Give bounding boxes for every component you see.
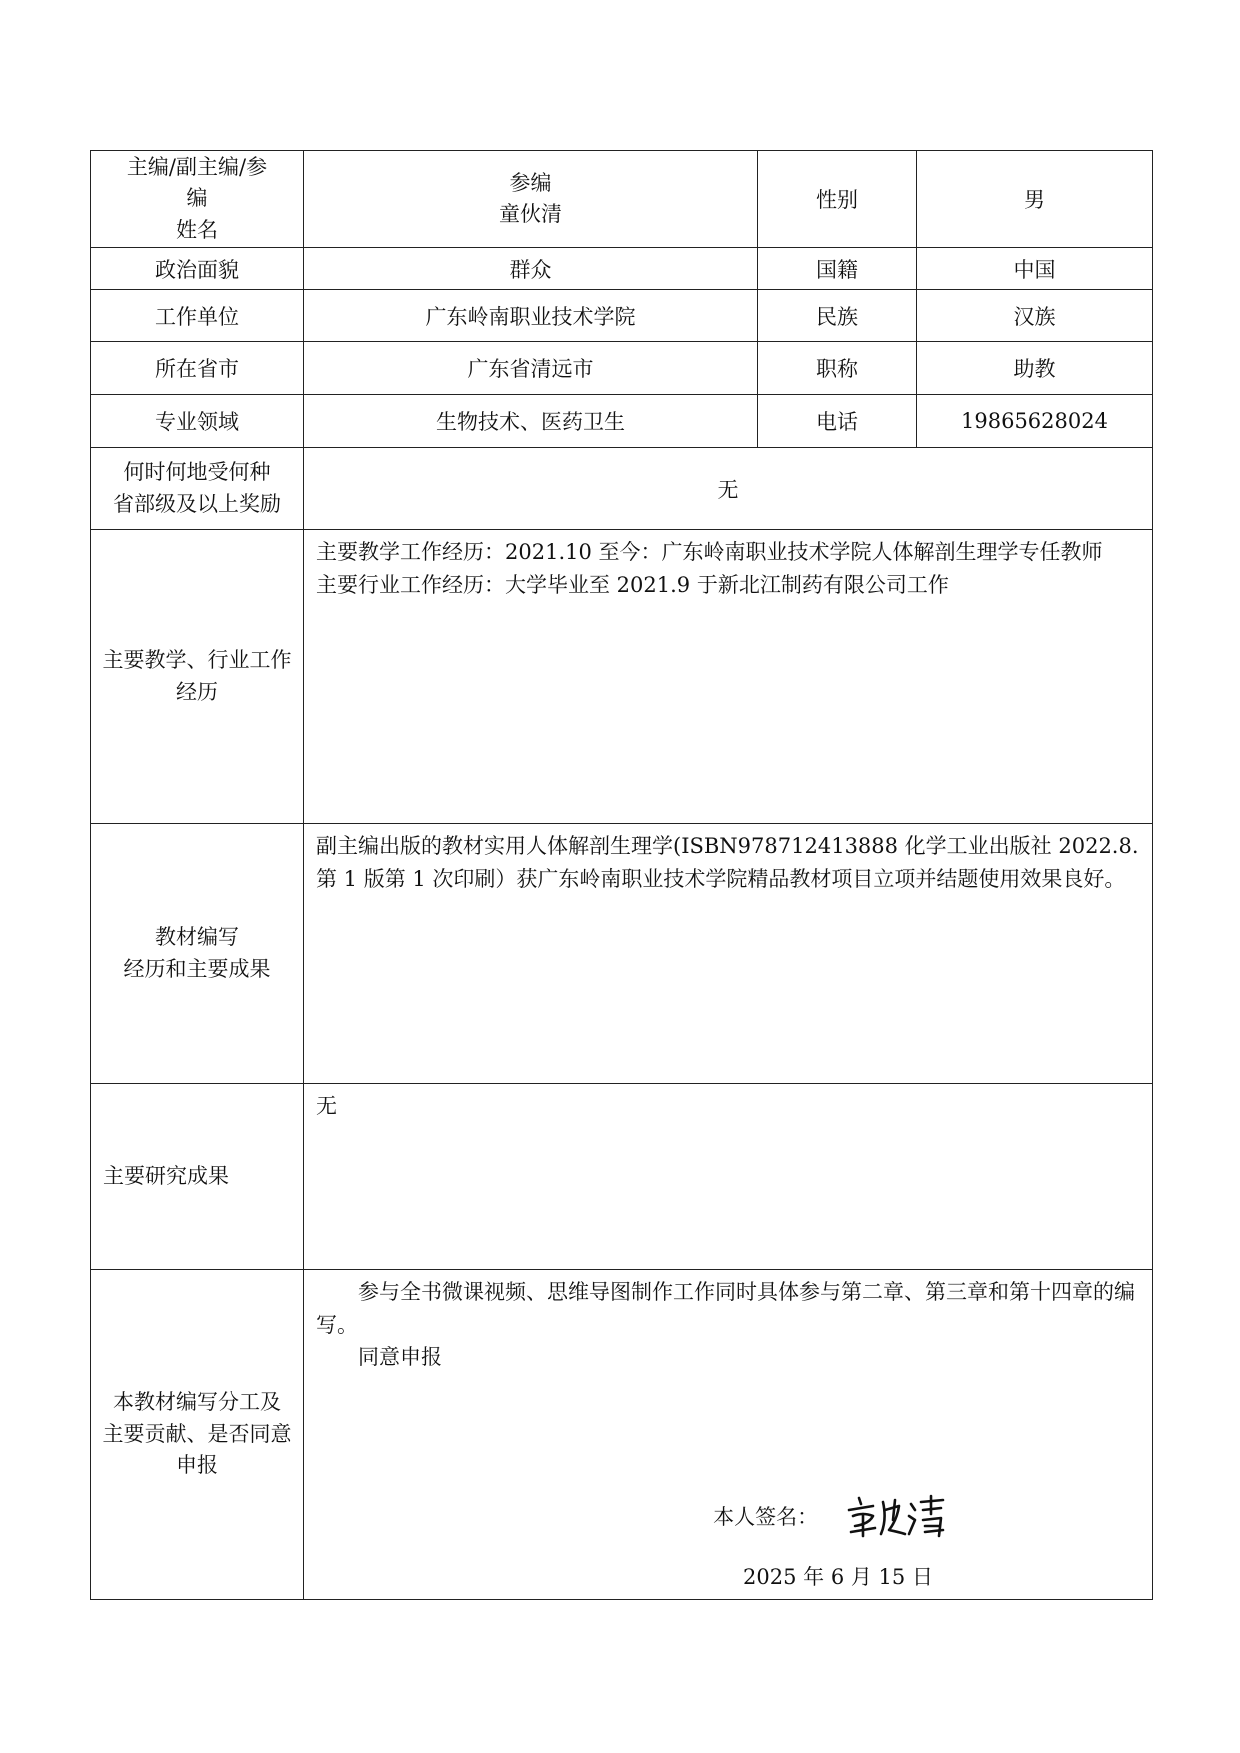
teaching-experience: 主要教学工作经历：2021.10 至今：广东岭南职业技术学院人体解剖生理学专任教师: [316, 540, 1103, 564]
name-value: 童伙清: [499, 202, 562, 226]
signature-line: [304, 1490, 1152, 1547]
contribution-value-cell: [304, 1270, 1153, 1600]
textbook-label-cell: [91, 824, 304, 1084]
nationality-value: 中国: [917, 248, 1153, 290]
ethnicity-value: 汉族: [917, 290, 1153, 342]
row-field: [91, 395, 1153, 448]
employer-value: 广东岭南职业技术学院: [304, 290, 758, 342]
name-label-cell: [91, 151, 304, 248]
research-label: 主要研究成果: [91, 1084, 304, 1270]
politics-label: 政治面貌: [91, 248, 304, 290]
role-value: 参编: [509, 170, 552, 195]
experience-label-line-1: 主要教学、行业工作: [102, 648, 292, 672]
nationality-label: 国籍: [758, 248, 917, 290]
row-employer: [91, 290, 1153, 342]
agree-statement: 同意申报: [358, 1345, 442, 1370]
experience-value-cell: [304, 530, 1153, 824]
signature-label: 本人签名：: [713, 1505, 819, 1529]
textbook-label-line-2: 经历和主要成果: [123, 956, 271, 981]
row-location: [91, 342, 1153, 395]
field-value: 生物技术、医药卫生: [304, 395, 758, 448]
row-contribution: [91, 1270, 1153, 1600]
phone-label: 电话: [758, 395, 917, 448]
textbook-achievement: 副主编出版的教材实用人体解剖生理学(ISBN978712413888 化学工业出版社 2022.8.第 1 版第 1 次印刷）获广东岭南职业技术学院精品教材项目立项并结题使用效果良好。: [316, 834, 1139, 891]
row-awards: [91, 448, 1153, 530]
name-value-cell: [304, 151, 758, 248]
textbook-label-line-1: 教材编写: [155, 925, 239, 949]
research-value: 无: [316, 1094, 337, 1118]
row-experience: [91, 530, 1153, 824]
location-value: 广东省清远市: [304, 342, 758, 395]
title-value: 助教: [917, 342, 1153, 395]
application-form-table: [90, 150, 1153, 1600]
field-label: 专业领域: [91, 395, 304, 448]
experience-label-line-2: 经历: [176, 679, 218, 704]
contribution-content: [304, 1270, 1152, 1599]
politics-value: 群众: [304, 248, 758, 290]
gender-label: 性别: [758, 151, 917, 248]
textbook-value-cell: [304, 824, 1153, 1084]
contribution-label-cell: [91, 1270, 304, 1600]
location-label: 所在省市: [91, 342, 304, 395]
ethnicity-label: 民族: [758, 290, 917, 342]
contribution-label-line-3: 申报: [176, 1453, 218, 1478]
contribution-label-line-1: 本教材编写分工及: [113, 1390, 281, 1415]
row-politics: [91, 248, 1153, 290]
awards-value: 无: [304, 448, 1153, 530]
name-label-line-2: 编: [186, 186, 208, 211]
contribution-label-line-2: 主要贡献、是否同意: [102, 1421, 292, 1446]
awards-label-line-2: 省部级及以上奖励: [113, 491, 281, 516]
handwritten-signature: [843, 1490, 953, 1547]
row-textbook: [91, 824, 1153, 1084]
signature-date: 2025 年 6 月 15 日: [743, 1565, 933, 1589]
awards-label-line-1: 何时何地受何种: [123, 460, 271, 484]
contribution-duty: 参与全书微课视频、思维导图制作工作同时具体参与第二章、第三章和第十四章的编写。: [316, 1280, 1135, 1337]
research-value-cell: [304, 1084, 1153, 1270]
title-label: 职称: [758, 342, 917, 395]
employer-label: 工作单位: [91, 290, 304, 342]
name-label-line-3: 姓名: [176, 217, 218, 242]
name-label-line-1: 主编/副主编/参: [126, 154, 268, 179]
industry-experience: 主要行业工作经历：大学毕业至 2021.9 于新北江制药有限公司工作: [316, 572, 949, 597]
row-research: [91, 1084, 1153, 1270]
gender-value: 男: [917, 151, 1153, 248]
experience-label-cell: [91, 530, 304, 824]
awards-label-cell: [91, 448, 304, 530]
phone-value: 19865628024: [917, 395, 1153, 448]
row-name: [91, 151, 1153, 248]
